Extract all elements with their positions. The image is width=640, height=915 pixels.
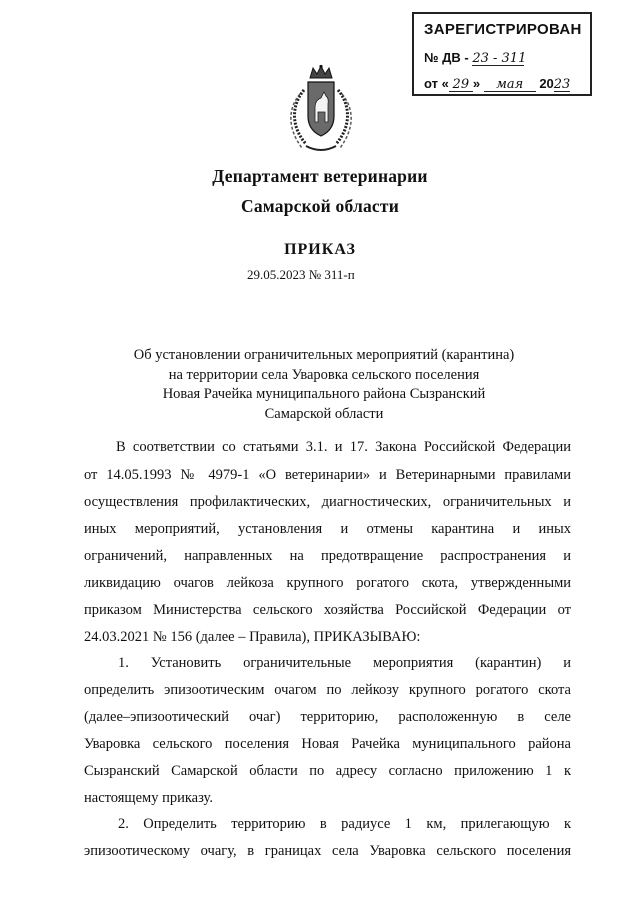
body-text-line: от 14.05.1993 № 4979-1 «О ветеринарии» и Ветеринарными правилами <box>84 467 571 483</box>
body-text-line: определить эпизоотическим очагом по лейкозу крупного рогатого скота <box>84 682 571 698</box>
body-text-line: В соответствии со статьями 3.1. и 17. Закона Российской Федерации <box>116 439 571 455</box>
body-text-line: Уваровка сельского поселения Новая Рачейка муниципального района <box>84 736 571 752</box>
stamp-date-mid: » <box>472 76 481 91</box>
order-title: ПРИКАЗ <box>284 241 356 258</box>
body-text-line: эпизоотическому очагу, в границах села Уваровка сельского поселения <box>84 843 571 859</box>
body-text-line: ограничений, направленных на предотвращение распространения и <box>84 548 571 564</box>
stamp-day-handwritten: 29 <box>449 78 473 92</box>
body-text-line: 2. Определить территорию в радиусе 1 км, прилегающую к <box>118 816 571 832</box>
body-text-line: Сызранский Самарской области по адресу согласно приложению 1 к <box>84 763 571 779</box>
stamp-title: ЗАРЕГИСТРИРОВАН <box>424 21 582 38</box>
subject-line: Самарской области <box>264 406 384 422</box>
stamp-year-handwritten: 23 <box>553 77 571 92</box>
order-number: 29.05.2023 № 311-п <box>247 267 355 282</box>
body-text-line: осуществления профилактических, диагностических, ограничительных и <box>84 494 571 510</box>
subject-line: на территории села Уваровка сельского поселения <box>168 367 480 383</box>
department-name-line2: Самарской области <box>241 196 399 216</box>
stamp-number-handwritten: 23 - 311 <box>472 51 527 66</box>
stamp-month-handwritten: мая <box>484 78 536 92</box>
stamp-date-prefix: от « <box>424 76 449 91</box>
stamp-number-line <box>424 50 527 66</box>
registration-stamp <box>412 12 592 96</box>
body-text-line: приказом Министерства сельского хозяйства Российской Федерации от <box>84 602 571 618</box>
stamp-date-line <box>424 76 570 92</box>
body-text-line: 24.03.2021 № 156 (далее – Правила), ПРИКАЗЫВАЮ: <box>84 629 421 645</box>
body-text-line: иных мероприятий, установления и отмены карантина и иных <box>84 521 571 537</box>
stamp-number-prefix: № ДВ - <box>424 50 469 65</box>
body-text-line: настоящему приказу. <box>84 790 213 806</box>
subject-line: Новая Рачейка муниципального района Сызранский <box>162 386 486 402</box>
coat-of-arms-icon <box>284 64 358 156</box>
subject-line: Об установлении ограничительных мероприятий (карантина) <box>133 347 515 363</box>
stamp-year-prefix: 20 <box>539 76 554 91</box>
body-text-line: (далее–эпизоотический очаг) территорию, расположенную в селе <box>84 709 571 725</box>
department-name-line1: Департамент ветеринарии <box>212 166 428 186</box>
body-text-line: ликвидацию очагов лейкоза крупного рогатого скота, утвержденными <box>84 575 571 591</box>
body-text-line: 1. Установить ограничительные мероприятия (карантин) и <box>118 655 571 671</box>
